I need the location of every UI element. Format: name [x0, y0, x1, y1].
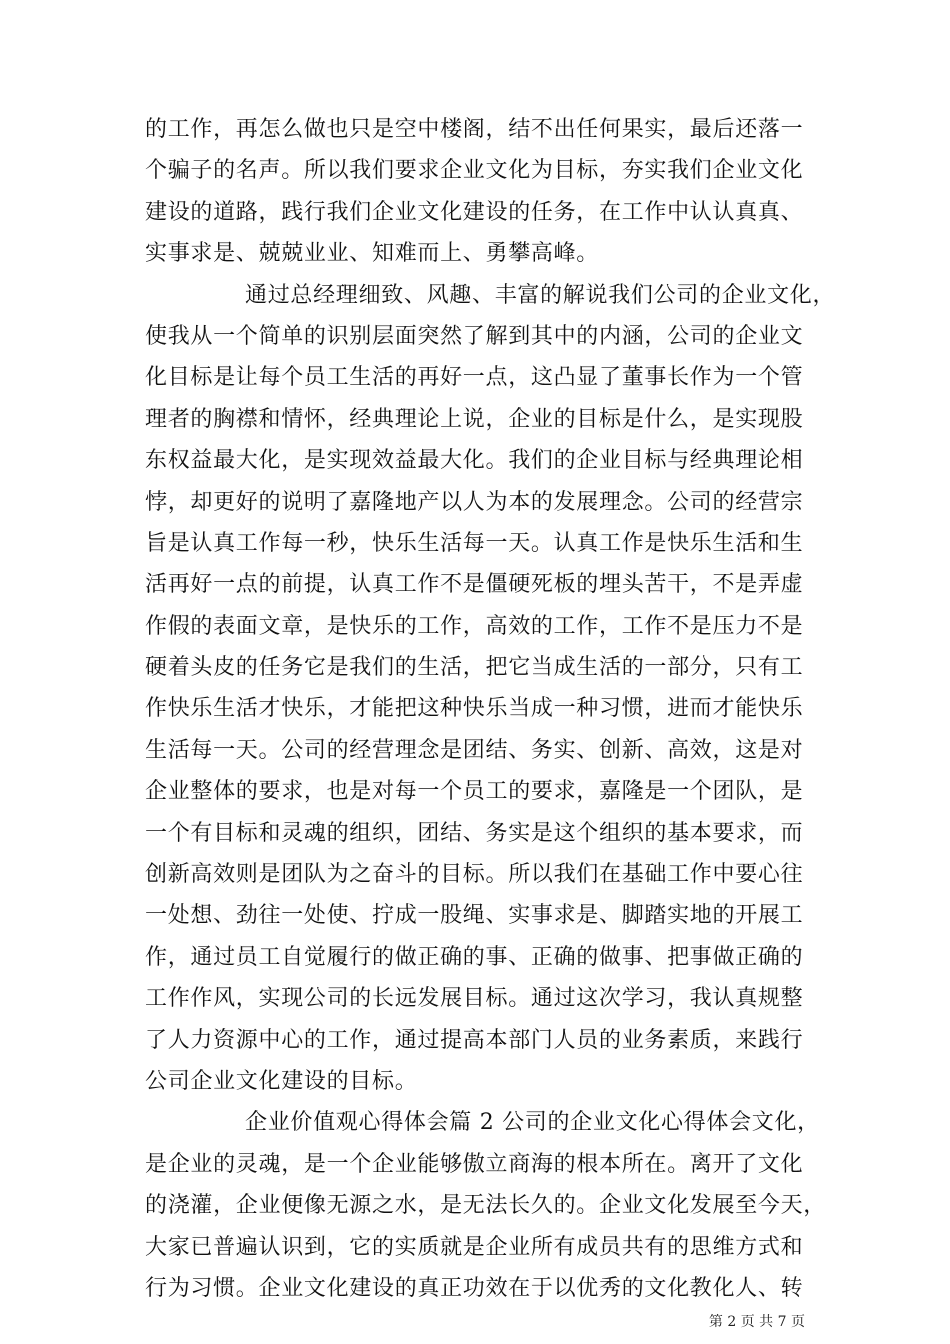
text-line: 工作作风，实现公司的长远发展目标。通过这次学习，我认真规整: [145, 986, 804, 1012]
text-line: 悖，却更好的说明了嘉隆地产以人为本的发展理念。公司的经营宗: [145, 489, 804, 515]
paragraph-first-line: 通过总经理细致、风趣、丰富的解说我们公司的企业文化，: [245, 282, 836, 308]
text-line: 的工作，再怎么做也只是空中楼阁，结不出任何果实，最后还落一: [145, 117, 804, 142]
text-line: 生活每一天。公司的经营理念是团结、务实、创新、高效，这是对: [145, 737, 804, 763]
body-text: [145, 109, 845, 1309]
text-line: 企业整体的要求，也是对每一个员工的要求，嘉隆是一个团队，是: [145, 779, 804, 805]
text-line: 一处想、劲往一处使、拧成一股绳、实事求是、脚踏实地的开展工: [145, 903, 804, 929]
text-line: 是企业的灵魂，是一个企业能够傲立商海的根本所在。离开了文化: [145, 1151, 804, 1177]
text-line: 硬着头皮的任务它是我们的生活，把它当成生活的一部分，只有工: [145, 655, 804, 681]
text-line: 的浇灌，企业便像无源之水，是无法长久的。企业文化发展至今天，: [145, 1193, 827, 1219]
text-line: 大家已普遍认识到，它的实质就是企业所有成员共有的思维方式和: [145, 1234, 804, 1260]
text-line: 建设的道路，践行我们企业文化建设的任务，在工作中认认真真、: [145, 199, 804, 225]
paragraph-first-line: 企业价值观心得体会篇 2 公司的企业文化心得体会文化，: [245, 1110, 820, 1136]
text-line: 理者的胸襟和情怀，经典理论上说，企业的目标是什么，是实现股: [145, 406, 804, 432]
text-line: 使我从一个简单的识别层面突然了解到其中的内涵，公司的企业文: [145, 323, 804, 349]
text-line: 作假的表面文章，是快乐的工作，高效的工作，工作不是压力不是: [145, 613, 804, 639]
text-line: 作，通过员工自觉履行的做正确的事、正确的做事、把事做正确的: [145, 944, 804, 970]
text-line: 行为习惯。企业文化建设的真正功效在于以优秀的文化教化人、转: [145, 1275, 804, 1301]
text-line: 了人力资源中心的工作，通过提高本部门人员的业务素质，来践行: [145, 1027, 804, 1053]
text-line: 旨是认真工作每一秒，快乐生活每一天。认真工作是快乐生活和生: [145, 530, 804, 556]
text-line: 实事求是、兢兢业业、知难而上、勇攀高峰。: [145, 241, 600, 267]
text-line: 活再好一点的前提，认真工作不是僵硬死板的埋头苦干，不是弄虚: [145, 572, 804, 598]
text-line: 化目标是让每个员工生活的再好一点，这凸显了董事长作为一个管: [145, 365, 804, 391]
text-line: 作快乐生活才快乐，才能把这种快乐当成一种习惯，进而才能快乐: [145, 696, 804, 722]
text-line: 一个有目标和灵魂的组织，团结、务实是这个组织的基本要求，而: [145, 820, 804, 846]
text-line: 公司企业文化建设的目标。: [145, 1068, 418, 1094]
text-line: 东权益最大化，是实现效益最大化。我们的企业目标与经典理论相: [145, 448, 804, 474]
text-line: 创新高效则是团队为之奋斗的目标。所以我们在基础工作中要心往: [145, 862, 804, 888]
text-line: 个骗子的名声。所以我们要求企业文化为目标，夯实我们企业文化: [145, 158, 804, 184]
page-number-footer: 第 2 页 共 7 页: [708, 1314, 805, 1330]
